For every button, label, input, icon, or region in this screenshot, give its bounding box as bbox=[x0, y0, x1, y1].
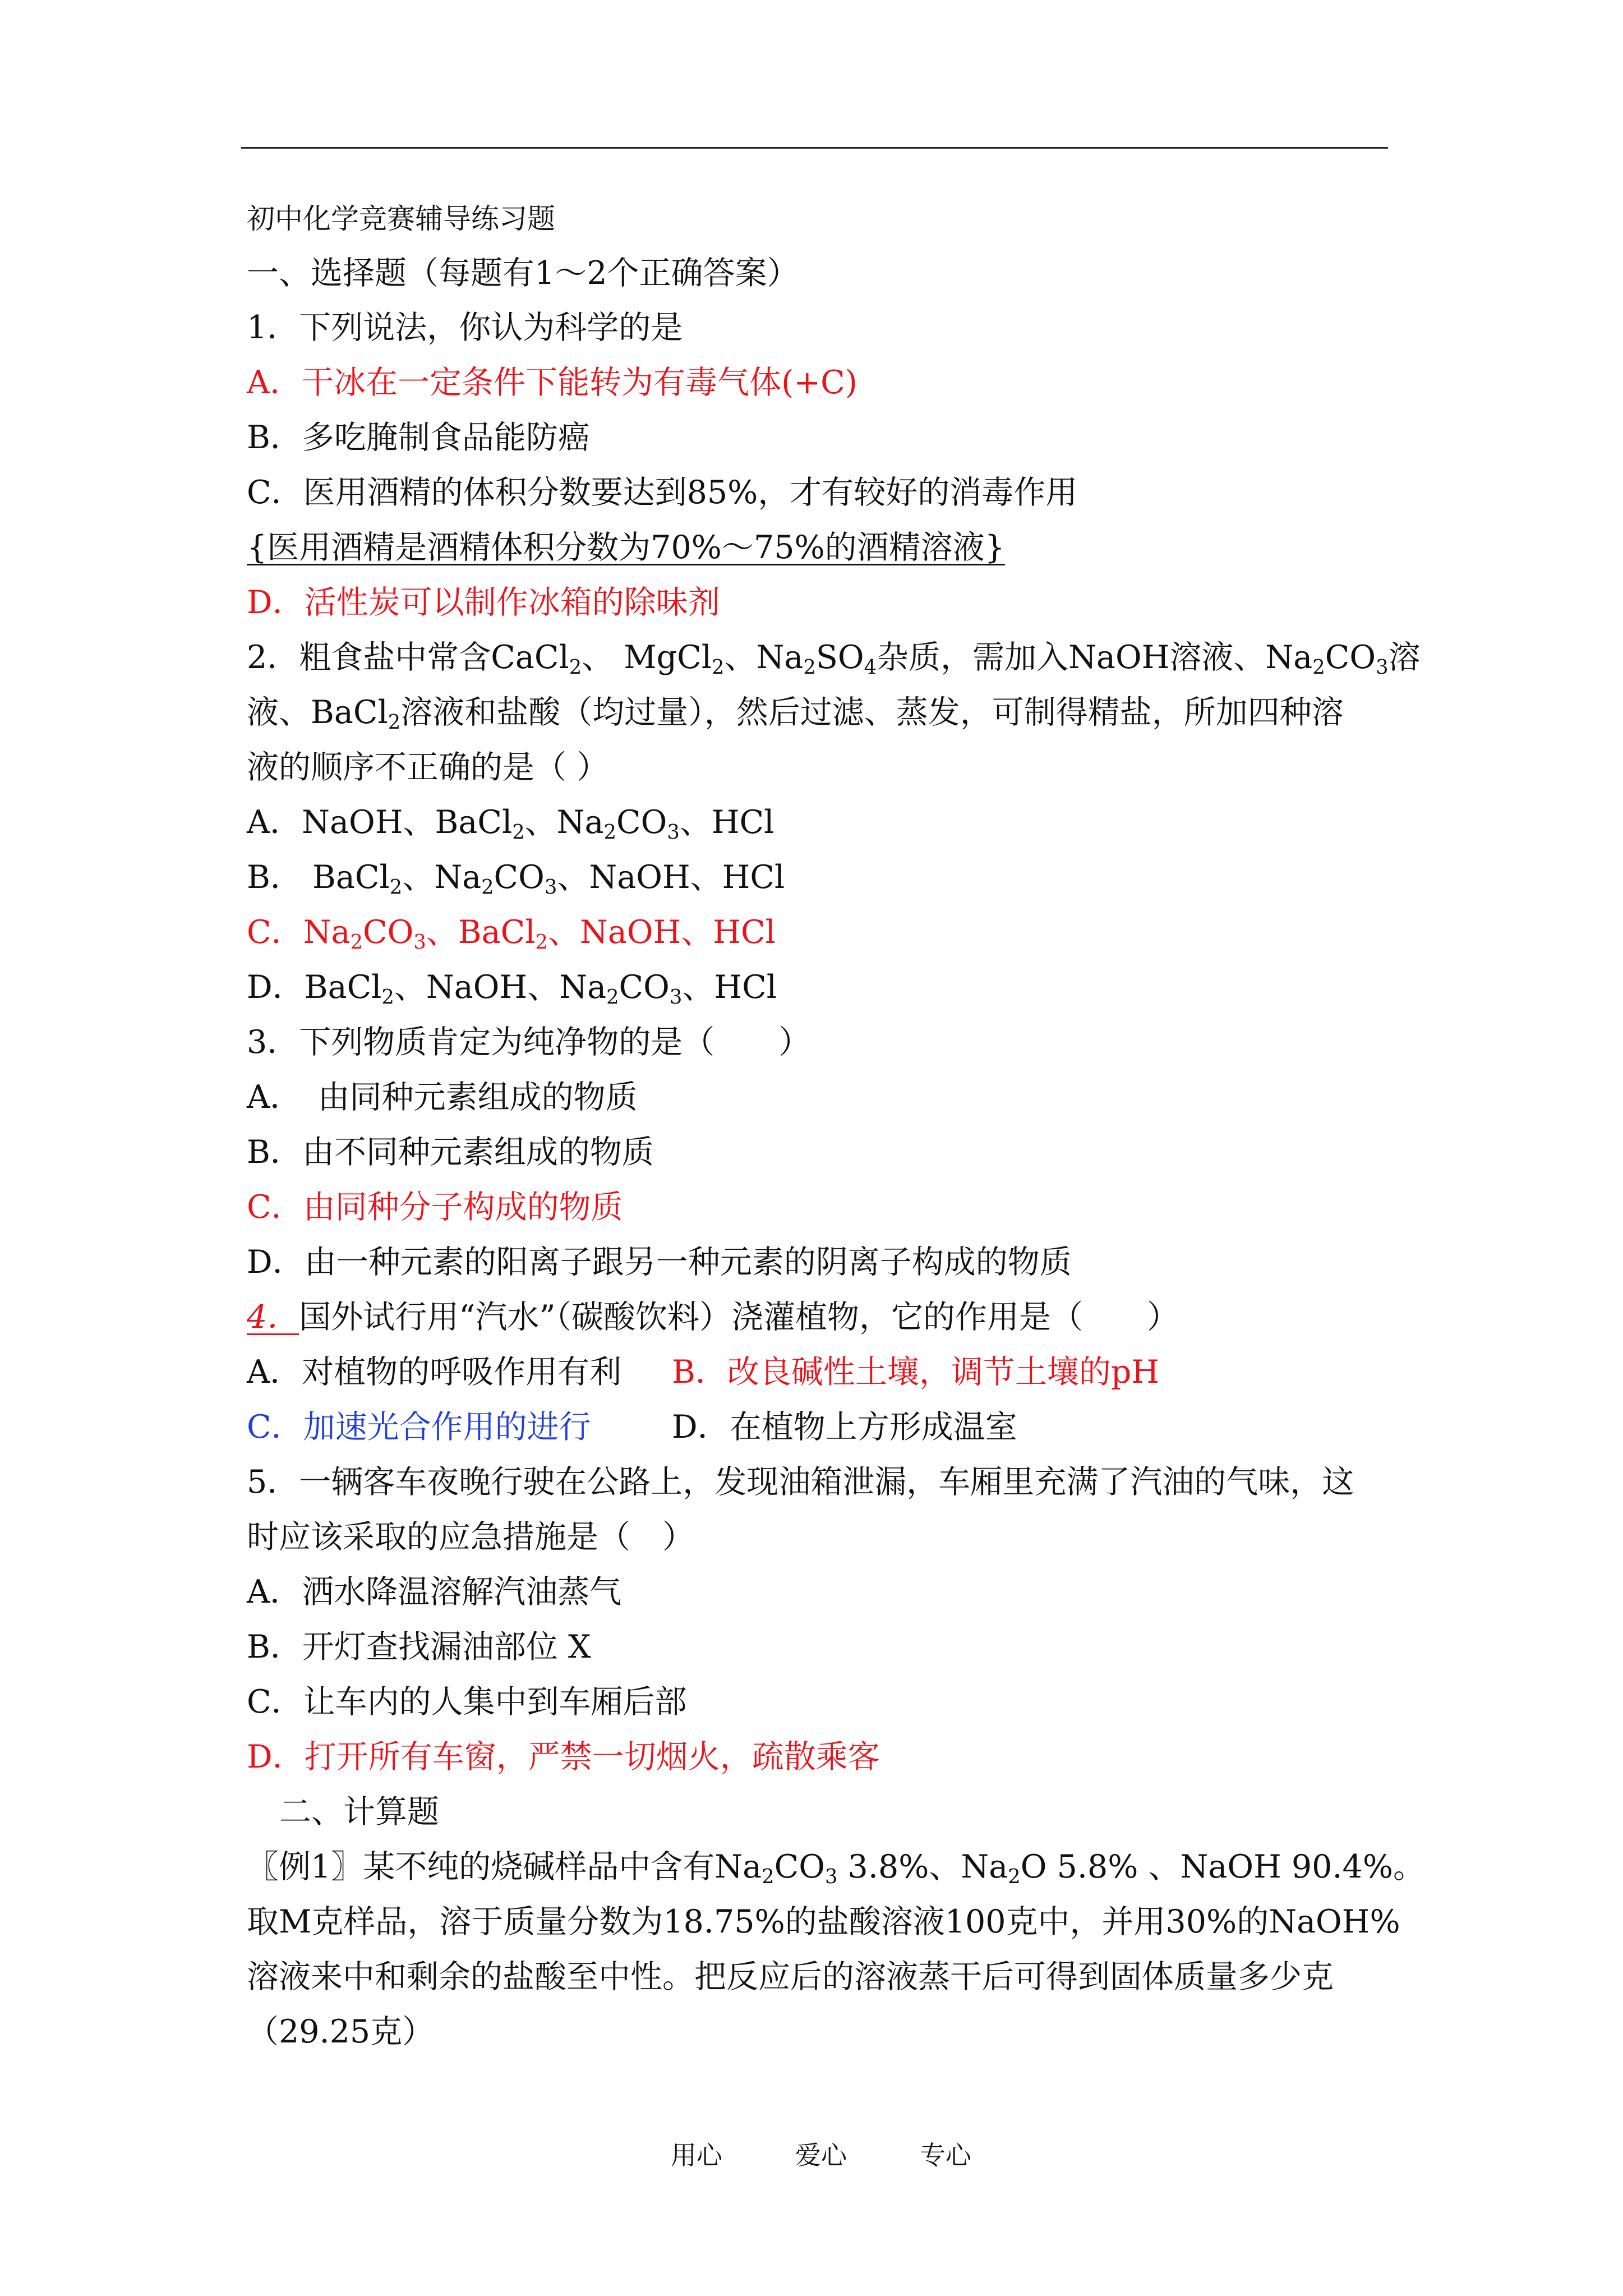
subscript: 2 bbox=[481, 875, 494, 899]
example1-answer: （29.25克） bbox=[247, 2013, 435, 2050]
subscript: 2 bbox=[512, 820, 525, 844]
text-run: 、NaOH、Na bbox=[394, 969, 607, 1006]
subscript: 3 bbox=[669, 985, 683, 1009]
section2-heading: 二、计算题 bbox=[279, 1793, 439, 1830]
text-run: 液、BaCl bbox=[247, 694, 388, 731]
text-run: 2．粗食盐中常含CaCl bbox=[247, 639, 569, 676]
q4-option-b: B．改良碱性土壤，调节土壤的pH bbox=[672, 1354, 1160, 1391]
subscript: 4 bbox=[864, 655, 877, 679]
q3-stem: 3．下列物质肯定为纯净物的是（ ） bbox=[247, 1024, 811, 1061]
text-run: SO bbox=[815, 639, 864, 676]
subscript: 3 bbox=[413, 930, 426, 954]
text-run: CO bbox=[619, 969, 670, 1006]
subscript: 3 bbox=[824, 1865, 838, 1888]
text-run: 、NaOH、HCl bbox=[548, 914, 776, 951]
footer-text-3: 专心 bbox=[920, 2140, 971, 2170]
example1-line1 bbox=[247, 1844, 1425, 1889]
q2-option-c bbox=[247, 910, 776, 955]
text-run: C．Na bbox=[247, 914, 351, 951]
q5-option-b: B．开灯查找漏油部位 X bbox=[247, 1628, 591, 1665]
q1-note: {医用酒精是酒精体积分数为70%～75%的酒精溶液} bbox=[247, 529, 1005, 566]
doc-title: 初中化学竞赛辅导练习题 bbox=[247, 203, 555, 235]
q5-stem-line2: 时应该采取的应急措施是（ ） bbox=[247, 1519, 694, 1556]
text-run: 、Na bbox=[524, 804, 604, 841]
text-run: 、Na bbox=[724, 639, 804, 676]
q4-stem-text: 国外试行用“汽水”（碳酸饮料）浇灌植物，它的作用是（ ） bbox=[299, 1299, 1179, 1336]
subscript: 2 bbox=[389, 875, 403, 899]
text-run: CO bbox=[616, 804, 667, 841]
subscript: 2 bbox=[1008, 1865, 1021, 1888]
q4-stem bbox=[247, 1295, 1179, 1340]
text-run: CO bbox=[774, 1848, 825, 1885]
text-run: 、 MgCl bbox=[582, 639, 712, 676]
q3-option-b: B．由不同种元素组成的物质 bbox=[247, 1134, 654, 1171]
header-rule bbox=[241, 147, 1388, 149]
q2-stem-line1 bbox=[247, 635, 1421, 680]
text-run: 杂质，需加入NaOH溶液、Na bbox=[877, 639, 1313, 676]
example1-line3: 溶液来中和剩余的盐酸至中性。把反应后的溶液蒸干后可得到固体质量多少克 bbox=[247, 1958, 1334, 1995]
q4-options-row1 bbox=[247, 1350, 621, 1395]
subscript: 2 bbox=[535, 930, 548, 954]
text-run: 3.8%、Na bbox=[837, 1848, 1008, 1885]
q4-number: 4． bbox=[247, 1299, 299, 1336]
q3-option-a: A． 由同种元素组成的物质 bbox=[247, 1079, 638, 1116]
q4-option-c: C．加速光合作用的进行 bbox=[247, 1409, 591, 1446]
q5-option-d: D．打开所有车窗，严禁一切烟火，疏散乘客 bbox=[247, 1738, 880, 1775]
q5-stem-line1: 5．一辆客车夜晚行驶在公路上，发现油箱泄漏，车厢里充满了汽油的气味，这 bbox=[247, 1464, 1354, 1501]
q3-option-d: D．由一种元素的阳离子跟另一种元素的阴离子构成的物质 bbox=[247, 1244, 1072, 1281]
subscript: 2 bbox=[603, 820, 617, 844]
q3-option-c: C．由同种分子构成的物质 bbox=[247, 1189, 623, 1226]
subscript: 3 bbox=[1376, 655, 1389, 679]
q4-option-a: A．对植物的呼吸作用有利 bbox=[247, 1354, 622, 1391]
text-run: CO bbox=[1325, 639, 1376, 676]
q5-option-c: C．让车内的人集中到车厢后部 bbox=[247, 1683, 687, 1720]
subscript: 3 bbox=[544, 875, 557, 899]
q4-option-d: D．在植物上方形成温室 bbox=[672, 1409, 1017, 1446]
q1-option-d: D．活性炭可以制作冰箱的除味剂 bbox=[247, 584, 720, 621]
subscript: 2 bbox=[606, 985, 619, 1009]
footer-text-2: 爱心 bbox=[795, 2140, 847, 2170]
text-run: D．BaCl bbox=[247, 969, 382, 1006]
subscript: 2 bbox=[381, 985, 394, 1009]
q2-option-b bbox=[247, 855, 785, 900]
subscript: 3 bbox=[667, 820, 680, 844]
text-run: CO bbox=[494, 859, 545, 896]
q2-stem-line2 bbox=[247, 690, 1344, 735]
text-run: 、HCl bbox=[682, 969, 777, 1006]
subscript: 2 bbox=[762, 1865, 774, 1888]
footer-text-1: 用心 bbox=[671, 2140, 722, 2170]
example1-line2: 取M克样品，溶于质量分数为18.75%的盐酸溶液100克中，并用30%的NaOH% bbox=[247, 1903, 1400, 1940]
q1-option-c: C．医用酒精的体积分数要达到85%，才有较好的消毒作用 bbox=[247, 474, 1078, 511]
text-run: 溶 bbox=[1388, 639, 1421, 676]
text-run: CO bbox=[362, 914, 414, 951]
q2-option-a bbox=[247, 800, 774, 845]
q1-option-b: B．多吃腌制食品能防癌 bbox=[247, 419, 590, 456]
q1-option-a: A．干冰在一定条件下能转为有毒气体(+C) bbox=[247, 364, 858, 401]
subscript: 2 bbox=[388, 710, 401, 734]
subscript: 2 bbox=[350, 930, 363, 954]
text-run: 〖例1〗某不纯的烧碱样品中含有Na bbox=[247, 1848, 762, 1885]
text-run: 、BaCl bbox=[426, 914, 536, 951]
text-run: 、HCl bbox=[679, 804, 774, 841]
section1-heading: 一、选择题（每题有1～2个正确答案） bbox=[247, 255, 799, 292]
text-run: 、Na bbox=[402, 859, 482, 896]
q5-option-a: A．洒水降温溶解汽油蒸气 bbox=[247, 1573, 622, 1611]
subscript: 2 bbox=[1312, 655, 1325, 679]
text-run: 、NaOH、HCl bbox=[557, 859, 785, 896]
subscript: 2 bbox=[569, 655, 582, 679]
text-run: B． BaCl bbox=[247, 859, 390, 896]
subscript: 2 bbox=[803, 655, 816, 679]
q2-option-d bbox=[247, 965, 777, 1010]
q1-stem: 1．下列说法，你认为科学的是 bbox=[247, 309, 683, 346]
text-run: O 5.8% 、NaOH 90.4%。 bbox=[1020, 1848, 1425, 1885]
subscript: 2 bbox=[712, 655, 725, 679]
text-run: A．NaOH、BaCl bbox=[247, 804, 513, 841]
text-run: 溶液和盐酸（均过量），然后过滤、蒸发，可制得精盐，所加四种溶 bbox=[400, 694, 1344, 731]
q2-stem-line3: 液的顺序不正确的是（ ） bbox=[247, 749, 609, 786]
